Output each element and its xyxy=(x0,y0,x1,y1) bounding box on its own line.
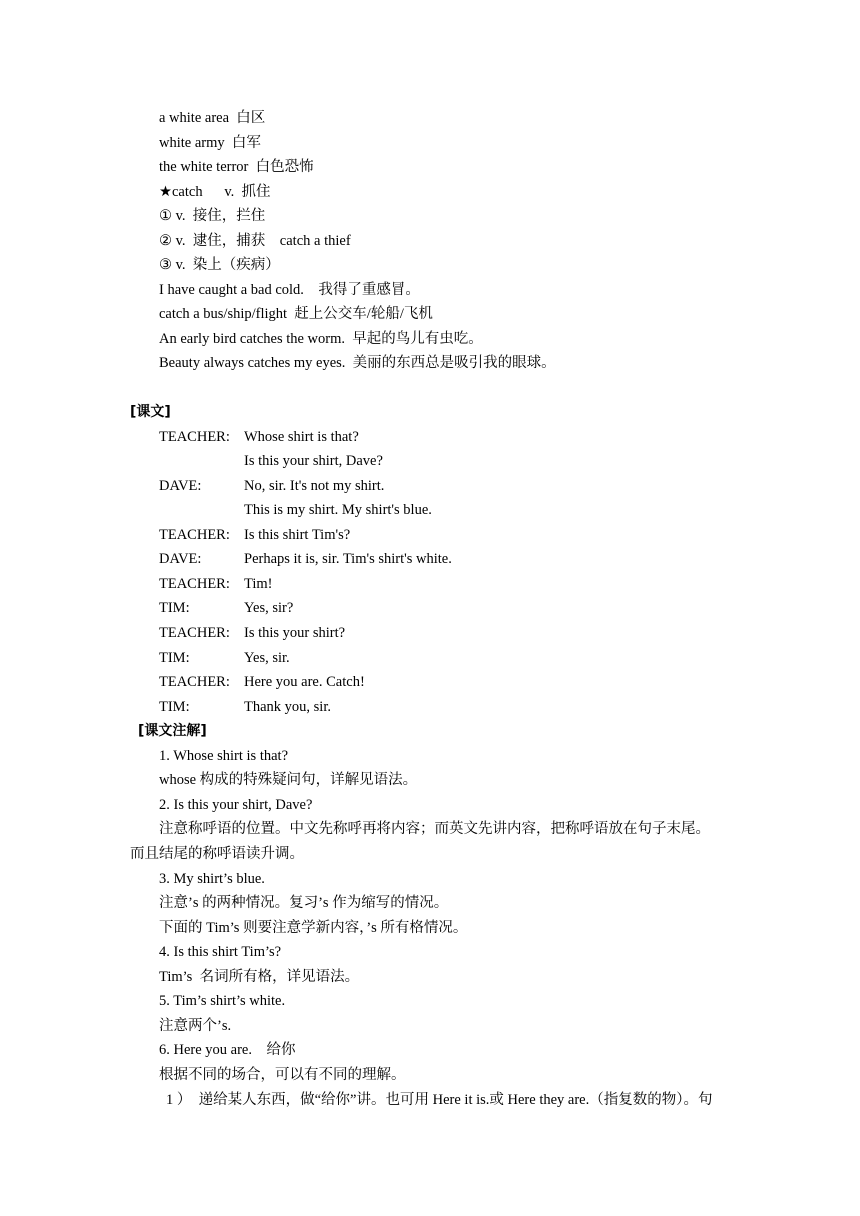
note-line: 5. Tim’s shirt’s white. xyxy=(159,993,286,1009)
dialogue-line: No, sir. It's not my shirt. xyxy=(244,478,385,494)
note-line: Tim’s 名词所有格，详见语法。 xyxy=(159,969,360,985)
dialogue-line: Thank you, sir. xyxy=(244,699,331,715)
notes-heading: [课文注解] xyxy=(138,723,207,739)
vocab-line: white army 白军 xyxy=(159,135,261,151)
note-line: 3. My shirt’s blue. xyxy=(159,871,265,887)
dialogue-speaker: TIM: xyxy=(159,650,190,666)
dialogue-speaker: TIM: xyxy=(159,699,190,715)
dialogue-speaker: TEACHER: xyxy=(159,576,230,592)
note-line: 4. Is this shirt Tim’s? xyxy=(159,944,282,960)
vocab-line: a white area 白区 xyxy=(159,110,266,126)
dialogue-line: Yes, sir. xyxy=(244,650,290,666)
dialogue-line: Is this your shirt, Dave? xyxy=(244,453,383,469)
note-line: 注意’s 的两种情况。复习’s 作为缩写的情况。 xyxy=(159,895,449,911)
note-line: 1 ） 递给某人东西，做“给你”讲。也可用 Here it is.或 Here they are.（指复数的物）。句 xyxy=(166,1092,713,1108)
note-line: 6. Here you are. 给你 xyxy=(159,1042,296,1058)
note-line: 2. Is this your shirt, Dave? xyxy=(159,797,313,813)
dialogue-speaker: TEACHER: xyxy=(159,674,230,690)
dialogue-line: Whose shirt is that? xyxy=(244,429,359,445)
dialogue-speaker: TEACHER: xyxy=(159,625,230,641)
dialogue-speaker: TIM: xyxy=(159,600,190,616)
vocab-line: catch a bus/ship/flight 赶上公交车/轮船/飞机 xyxy=(159,306,433,322)
dialogue-line: This is my shirt. My shirt's blue. xyxy=(244,502,432,518)
vocab-line: ★catch v. 抓住 xyxy=(159,184,271,200)
dialogue-line: Here you are. Catch! xyxy=(244,674,365,690)
vocab-line: ② v. 逮住，捕获 catch a thief xyxy=(159,233,351,249)
note-line: 注意两个’s. xyxy=(159,1018,232,1034)
note-line: 注意称呼语的位置。中文先称呼再将内容；而英文先讲内容，把称呼语放在句子末尾。 xyxy=(159,821,710,837)
dialogue-speaker: DAVE: xyxy=(159,478,202,494)
dialogue-speaker: DAVE: xyxy=(159,551,202,567)
dialogue-line: Tim! xyxy=(244,576,273,592)
vocab-line: the white terror 白色恐怖 xyxy=(159,159,314,175)
vocab-line: An early bird catches the worm. 早起的鸟儿有虫吃。 xyxy=(159,331,483,347)
vocab-line: I have caught a bad cold. 我得了重感冒。 xyxy=(159,282,420,298)
dialogue-line: Perhaps it is, sir. Tim's shirt's white. xyxy=(244,551,452,567)
dialogue-line: Yes, sir? xyxy=(244,600,294,616)
dialogue-speaker: TEACHER: xyxy=(159,527,230,543)
note-line: 下面的 Tim’s 则要注意学新内容，’s 所有格情况。 xyxy=(159,920,468,936)
dialogue-speaker: TEACHER: xyxy=(159,429,230,445)
note-line: whose 构成的特殊疑问句，详解见语法。 xyxy=(159,772,418,788)
note-line: 而且结尾的称呼语读升调。 xyxy=(130,846,304,862)
vocab-line: ③ v. 染上（疾病） xyxy=(159,257,280,273)
dialogue-line: Is this shirt Tim's? xyxy=(244,527,351,543)
note-line: 1. Whose shirt is that? xyxy=(159,748,289,764)
note-line: 根据不同的场合，可以有不同的理解。 xyxy=(159,1067,406,1083)
lesson-heading: [课文] xyxy=(130,404,171,420)
vocab-line: Beauty always catches my eyes. 美丽的东西总是吸引我的眼球。 xyxy=(159,355,556,371)
vocab-line: ① v. 接住，拦住 xyxy=(159,208,266,224)
dialogue-line: Is this your shirt? xyxy=(244,625,346,641)
